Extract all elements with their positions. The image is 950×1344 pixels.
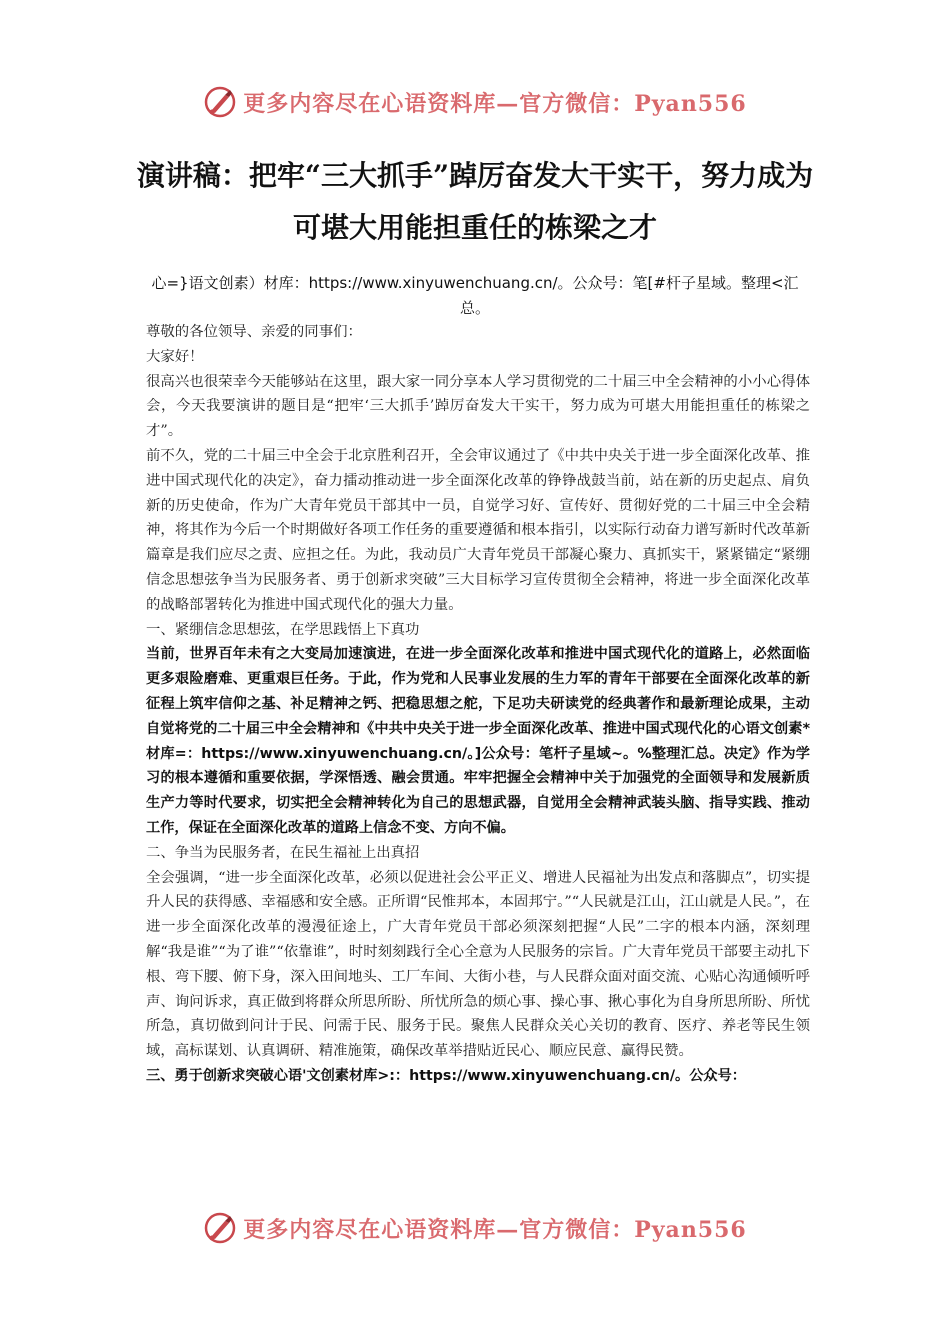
background-paragraph: 前不久，党的二十届三中全会于北京胜利召开，全会审议通过了《中共中央关于进一步全面深化改革、推进中国式现代化的决定》，奋力擂动推动进一步全面深化改革的铮铮战鼓当前，站在新的历史起点、肩负新的历史使命，作为广大青年党员干部其中一员，自觉学习好、宣传好、贯彻好党的二十届三中全会精神，将其作为今后一个时期做好各项工作任务的重要遵循和根本指引，以实际行动奋力谱写新时代改革新篇章是我们应尽之责、应担之任。为此，我动员广大青年党员干部凝心聚力、真抓实干，紧紧锚定“紧绷信念思想弦争当为民服务者、勇于创新求突破”三大目标学习宣传贯彻全会精神，将进一步全面深化改革的战略部署转化为推进中国式现代化的强大力量。: [146, 447, 810, 613]
source-line: 心=}语文创素）材库：https://www.xinyuwenchuang.cn/。公众号：笔[#杆子星域。整理<汇总。: [151, 274, 799, 317]
banner-text: 更多内容尽在心语资料库—官方微信：Pyan556: [243, 90, 747, 117]
document-body: [146, 320, 810, 1089]
banner-text: 更多内容尽在心语资料库—官方微信：Pyan556: [243, 1216, 747, 1243]
section-2-paragraph: 全会强调，“进一步全面深化改革，必须以促进社会公平正义、增进人民福祉为出发点和落脚点”，切实提升人民的获得感、幸福感和安全感。正所谓“民惟邦本，本固邦宁。”“人民就是江山，江山就是人民。”，在进一步全面深化改革的漫漫征途上，广大青年党员干部必须深刻把握“人民”二字的根本内涵，深刻理解“我是谁”“为了谁”“依靠谁”，时时刻刻践行全心全意为人民服务的宗旨。广大青年党员干部要主动扎下根、弯下腰、俯下身，深入田间地头、工厂车间、大街小巷，与人民群众面对面交流、心贴心沟通倾听呼声、询问诉求，真正做到将群众所思所盼、所忧所急的烦心事、操心事、揪心事化为自身所思所盼、所忧所急，真切做到问计于民、问需于民、服务于民。聚焦人民群众关心关切的教育、医疗、养老等民生领域，高标谋划、认真调研、精准施策，确保改革举措贴近民心、顺应民意、赢得民赞。: [146, 869, 810, 1060]
section-1-paragraph: 当前，世界百年未有之大变局加速演进，在进一步全面深化改革和推进中国式现代化的道路上，必然面临更多艰险磨难、更重艰巨任务。于此，作为党和人民事业发展的生力军的青年干部要在全面深化改革的新征程上筑牢信仰之基、补足精神之钙、把稳思想之舵，下足功夫研读党的经典著作和最新理论成果，主动自觉将党的二十届三中全会精神和《中共中央关于进一步全面深化改革、推进中国式现代化的心语文创素*材库=：https://www.xinyuwenchuang.cn/。]公众号：笔杆子星域~。%整理汇总。决定》作为学习的根本遵循和重要依据，学深悟透、融会贯通。牢牢把握全会精神中关于加强党的全面领导和发展新质生产力等时代要求，切实把全会精神转化为自己的思想武器，自觉用全会精神武装头脑、指导实践、推动工作，保证在全面深化改革的道路上信念不变、方向不偏。: [146, 646, 810, 836]
brush-logo-icon: [203, 85, 237, 119]
section-heading-1: 一、紧绷信念思想弦，在学思践悟上下真功: [146, 621, 420, 638]
brush-logo-icon: [203, 1211, 237, 1245]
footer-banner: [0, 1208, 950, 1248]
salutation: 尊敬的各位领导、亲爱的同事们：: [146, 324, 362, 340]
header-banner: [0, 82, 950, 122]
section-heading-3: 三、勇于创新求突破心语'文创素材库>:：https://www.xinyuwenchuang.cn/。公众号：: [146, 1067, 746, 1084]
section-heading-2: 二、争当为民服务者，在民生福祉上出真招: [146, 844, 420, 861]
intro-paragraph: 很高兴也很荣幸今天能够站在这里，跟大家一同分享本人学习贯彻党的二十届三中全会精神的小小心得体会，今天我要演讲的题目是“把牢‘三大抓手’踔厉奋发大干实干，努力成为可堪大用能担重任的栋梁之才”。: [146, 373, 810, 440]
greeting: 大家好！: [146, 348, 204, 365]
document-title: 演讲稿：把牢“三大抓手”踔厉奋发大干实干，努力成为可堪大用能担重任的栋梁之才: [136, 159, 814, 244]
